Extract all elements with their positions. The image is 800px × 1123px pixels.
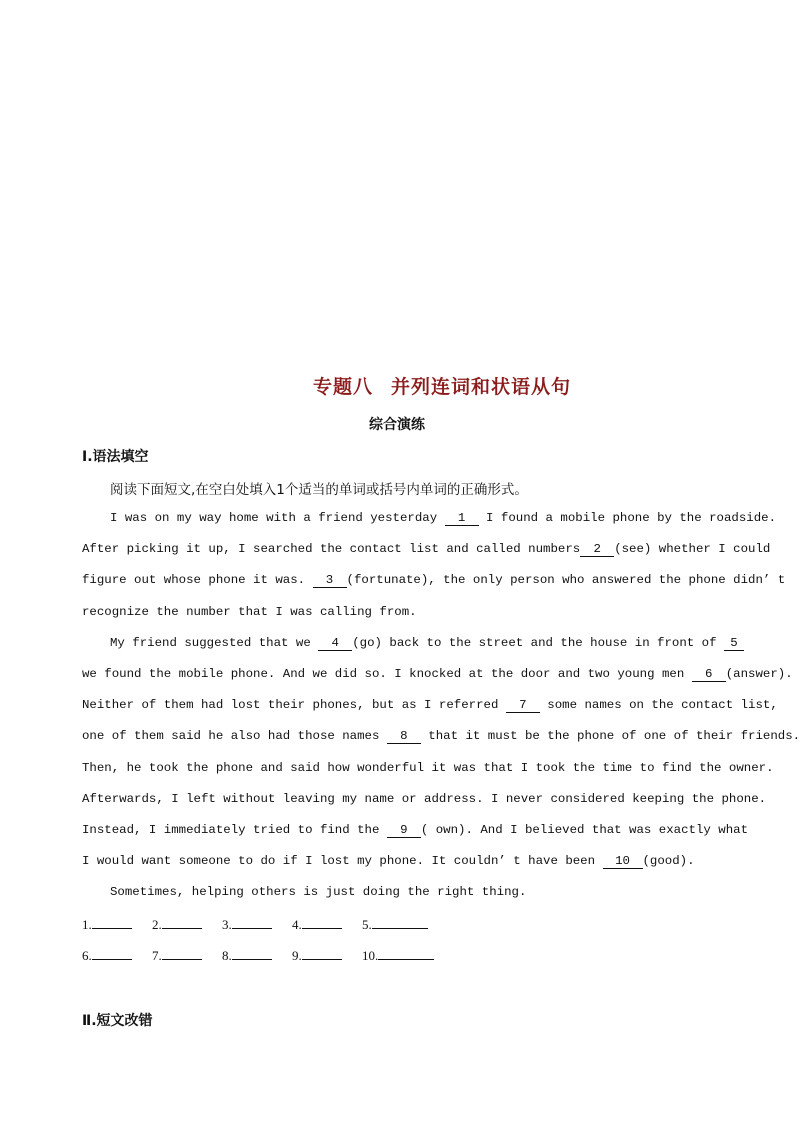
- passage-line: I would want someone to do if I lost my phone. It couldn’ t have been 10 (good).: [82, 854, 695, 869]
- answer-row-2: [82, 947, 452, 964]
- subtitle: 综合演练: [369, 417, 425, 433]
- blank-1[interactable]: 1: [445, 511, 479, 526]
- answer-slot[interactable]: 4.: [292, 916, 362, 933]
- answer-slot[interactable]: 5.: [362, 916, 452, 933]
- blank-2[interactable]: 2: [580, 542, 614, 557]
- passage-line: recognize the number that I was calling from.: [82, 604, 417, 619]
- passage-line: Neither of them had lost their phones, but as I referred 7 some names on the contact list,: [82, 698, 778, 713]
- passage-line: After picking it up, I searched the contact list and called numbers 2 (see) whether I could: [82, 542, 771, 557]
- instruction-text: 阅读下面短文,在空白处填入1个适当的单词或括号内单词的正确形式。: [110, 482, 528, 498]
- passage: [82, 503, 800, 908]
- answer-slot[interactable]: 2.: [152, 916, 222, 933]
- blank-8[interactable]: 8: [387, 729, 421, 744]
- answer-slot[interactable]: 10.: [362, 947, 452, 964]
- passage-line: I was on my way home with a friend yesterday 1 I found a mobile phone by the roadside.: [110, 511, 777, 525]
- passage-line: figure out whose phone it was. 3 (fortunate), the only person who answered the phone didn’ t: [82, 573, 786, 588]
- passage-line: Afterwards, I left without leaving my name or address. I never considered keeping the phone.: [82, 791, 767, 806]
- answer-slot[interactable]: 7.: [152, 947, 222, 964]
- section-heading-error-correction: Ⅱ.短文改错: [82, 1013, 153, 1029]
- title-part-2: 并列连词和状语从句: [391, 376, 572, 398]
- blank-6[interactable]: 6: [692, 667, 726, 682]
- blank-9[interactable]: 9: [387, 823, 421, 838]
- blank-4[interactable]: 4: [318, 636, 352, 651]
- answer-slot[interactable]: 8.: [222, 947, 292, 964]
- passage-line: Then, he took the phone and said how wonderful it was that I took the time to find the owner.: [82, 760, 774, 775]
- blank-5[interactable]: 5: [724, 636, 744, 651]
- answer-slot[interactable]: 3.: [222, 916, 292, 933]
- passage-line: one of them said he also had those names 8 that it must be the phone of one of their friends.: [82, 729, 800, 744]
- blank-7[interactable]: 7: [506, 698, 540, 713]
- passage-line: Sometimes, helping others is just doing the right thing.: [110, 885, 527, 900]
- page-title: [0, 372, 794, 399]
- passage-line: My friend suggested that we 4 (go) back to the street and the house in front of 5: [82, 628, 712, 659]
- answer-slot[interactable]: 1.: [82, 916, 152, 933]
- answer-slot[interactable]: 6.: [82, 947, 152, 964]
- blank-10[interactable]: 10: [603, 854, 643, 869]
- answer-row-1: [82, 916, 452, 933]
- blank-3[interactable]: 3: [313, 573, 347, 588]
- section-heading-grammar-fill: Ⅰ.语法填空: [82, 449, 149, 465]
- title-part-1: 专题八: [312, 376, 373, 398]
- passage-line: we found the mobile phone. And we did so. I knocked at the door and two young men 6 (answer).: [82, 666, 793, 681]
- passage-line: Instead, I immediately tried to find the 9 ( own). And I believed that was exactly what: [82, 822, 749, 837]
- answer-slot[interactable]: 9.: [292, 947, 362, 964]
